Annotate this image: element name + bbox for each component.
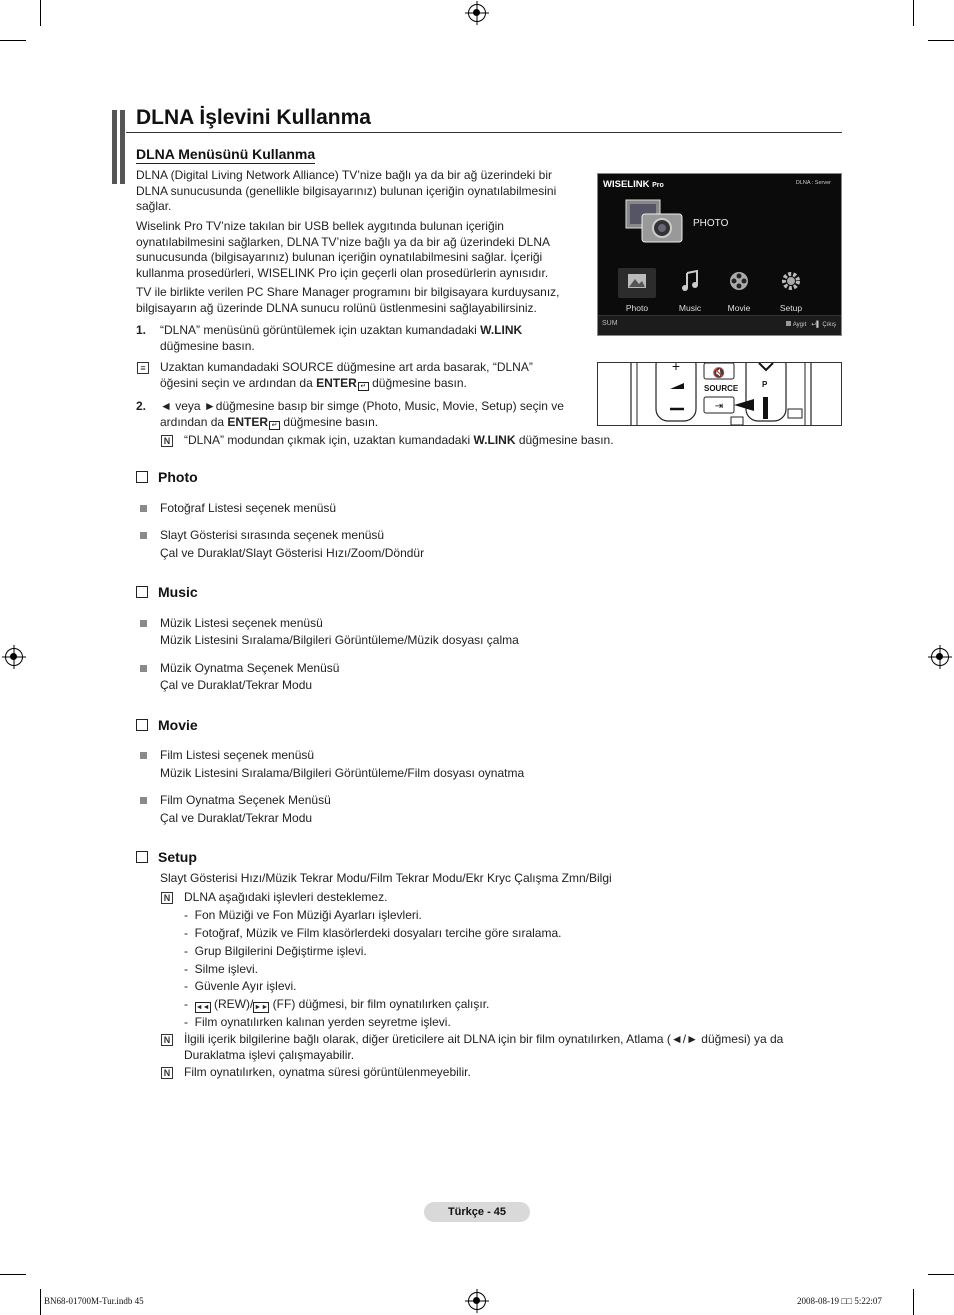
list-item: - Güvenle Ayır işlevi.: [184, 979, 297, 993]
remote-control-icon: [598, 363, 842, 426]
bullet-icon: [140, 505, 147, 512]
bullet-icon: [140, 665, 147, 672]
rewind-icon: ◄◄: [195, 1004, 210, 1011]
source-button-label: SOURCE: [704, 384, 739, 393]
list-item: Müzik Oynatma Seçenek Menüsü: [160, 661, 340, 675]
screen-server-label: DLNA : Server: [795, 180, 831, 186]
note-text: Film oynatılırken, oynatma süresi görüntülenmeyebilir.: [184, 1065, 471, 1079]
checkbox-icon: [136, 586, 148, 598]
note-icon: N: [161, 1067, 173, 1079]
registration-mark-icon: [931, 648, 949, 666]
registration-mark-icon: [468, 4, 486, 22]
note-icon: N: [161, 1034, 173, 1046]
list-item-detail: Müzik Listesini Sıralama/Bilgileri Görüntüleme/Film dosyası oynatma: [160, 766, 525, 780]
page-number: Türkçe - 45: [424, 1202, 530, 1222]
selected-menu-label: PHOTO: [693, 218, 729, 229]
p-button-label: P: [762, 380, 768, 389]
screen-brand: WISELINK Pro: [603, 179, 664, 190]
checkbox-icon: [136, 471, 148, 483]
remote-illustration: [597, 362, 842, 426]
crop-mark: [928, 1274, 954, 1275]
crop-mark: [40, 0, 41, 26]
checkbox-icon: [136, 719, 148, 731]
enter-icon: ↵: [269, 421, 280, 430]
section-setup-title: Setup: [136, 849, 197, 865]
photo-icon: [626, 270, 648, 292]
step-1-text: “DLNA” menüsünü görüntülemek için uzaktan kumandadaki W.LINK düğmesine basın.: [160, 323, 523, 353]
svg-text:🔇: 🔇: [712, 368, 726, 379]
section-subtitle: DLNA Menüsünü Kullanma: [136, 146, 316, 162]
bullet-icon: [140, 797, 147, 804]
list-item: - Grup Bilgilerini Değiştirme işlevi.: [184, 944, 367, 958]
screen-footer-hints: Aygıt ↩▌ Çıkış: [786, 321, 836, 328]
section-photo-title: Photo: [136, 469, 198, 485]
section-movie-title: Movie: [136, 717, 198, 733]
list-item-detail: Çal ve Duraklat/Tekrar Modu: [160, 811, 313, 825]
enter-icon: ↵: [358, 382, 369, 391]
setup-description: Slayt Gösterisi Hızı/Müzik Tekrar Modu/Film Tekrar Modu/Ekr Kryc Çalışma Zmn/Bilgi: [160, 871, 612, 885]
checkbox-icon: [136, 851, 148, 863]
intro-paragraph-1: DLNA (Digital Living Network Alliance) TV’nize bağlı ya da bir ağ üzerindeki bir DLNA sunucusunda (genellikle bilgisayarınız) bulunan içeriğin oynatılabilmesini sağlar.: [136, 168, 557, 213]
film-reel-icon: [728, 270, 750, 292]
photo-camera-icon: [624, 198, 686, 246]
gear-icon: [780, 270, 802, 292]
list-item: - Fotoğraf, Müzik ve Film klasörlerdeki dosyaları tercihe göre sıralama.: [184, 926, 562, 940]
crop-mark: [0, 40, 26, 41]
note-icon: N: [161, 435, 173, 447]
bullet-icon: [140, 620, 147, 627]
note-text: DLNA aşağıdaki işlevleri desteklemez.: [184, 890, 388, 904]
crop-mark: [913, 1289, 914, 1315]
list-item: Slayt Gösterisi sırasında seçenek menüsü: [160, 528, 385, 542]
menu-item-photo[interactable]: Photo: [616, 270, 658, 313]
list-item: Film Oynatma Seçenek Menüsü: [160, 793, 331, 807]
tip-text: Uzaktan kumandadaki SOURCE düğmesine art arda basarak, “DLNA” öğesini seçin ve ardından da ENTER ↵ düğmesine basın.: [160, 360, 533, 390]
step-number: 1.: [136, 323, 147, 337]
note-icon: N: [161, 892, 173, 904]
menu-item-movie[interactable]: Movie: [718, 270, 760, 313]
fast-forward-icon: ►►: [254, 1004, 269, 1011]
tip-icon: ≡: [137, 362, 149, 374]
list-item-detail: Müzik Listesini Sıralama/Bilgileri Görüntüleme/Müzik dosyası çalma: [160, 633, 519, 647]
crop-mark: [928, 40, 954, 41]
crop-mark: [913, 0, 914, 26]
section-music-title: Music: [136, 584, 198, 600]
list-item: - Fon Müziği ve Fon Müziği Ayarları işlevleri.: [184, 908, 422, 922]
svg-text:+: +: [671, 363, 681, 374]
menu-item-setup[interactable]: Setup: [770, 270, 812, 313]
list-item: - Silme işlevi.: [184, 962, 259, 976]
music-note-icon: [679, 270, 701, 292]
crop-mark: [0, 1274, 26, 1275]
intro-paragraph-2: Wiselink Pro TV’nize takılan bir USB bellek aygıtında bulunan içeriğin oynatılabilmesini sağlarken, DLNA TV’nize bağlı ya da bir ağ üzerindeki DLNA sunucusunda (bilgisayarınız) bulunan içeriğin oynatılabilmesini sağlar. İçeriği kullanma prosedürleri, WISELINK Pro için geçerli olan prosedürlerin aynısıdır.: [136, 219, 550, 280]
step-number: 2.: [136, 399, 147, 413]
intro-paragraph-3: TV ile birlikte verilen PC Share Manager programını bir bilgisayara kurduysanız, bilgisayarın ağ üzerinde DLNA sunucu rolünü üstlenmesini sağlayabilirsiniz.: [136, 285, 560, 315]
bullet-icon: [140, 532, 147, 539]
screen-status-bar: [598, 315, 841, 335]
return-icon: ↩▌: [811, 322, 821, 328]
list-item-detail: Çal ve Duraklat/Slayt Gösterisi Hızı/Zoom/Döndür: [160, 546, 425, 560]
list-item: Film Listesi seçenek menüsü: [160, 748, 315, 762]
note-text: “DLNA” modundan çıkmak için, uzaktan kumandadaki W.LINK düğmesine basın.: [184, 433, 614, 447]
step-2-text: ◄ veya ►düğmesine basıp bir simge (Photo, Music, Movie, Setup) seçin ve ardından da ENTER ↵ düğmesine basın.: [160, 399, 564, 429]
note-text: İlgili içerik bilgilerine bağlı olarak, diğer üreticilere ait DLNA için bir film oynatılırken, Atlama (◄/► düğmesi) ya da Duraklatma işlevi çalışmayabilir.: [184, 1032, 784, 1062]
title-divider: [126, 132, 842, 133]
list-item: - ◄◄ (REW)/►► (FF) düğmesi, bir film oynatılırken çalışır.: [184, 997, 490, 1011]
registration-mark-icon: [5, 648, 23, 666]
svg-text:⇥: ⇥: [714, 401, 724, 412]
menu-item-music[interactable]: Music: [669, 270, 711, 313]
list-item: Müzik Listesi seçenek menüsü: [160, 616, 323, 630]
list-item: Fotoğraf Listesi seçenek menüsü: [160, 501, 337, 515]
registration-mark-icon: [468, 1292, 486, 1310]
print-timestamp: 2008-08-19 □□ 5:22:07: [797, 1296, 882, 1306]
sum-label: SUM: [602, 320, 618, 327]
print-file-info: BN68-01700M-Tur.indb 45: [44, 1296, 144, 1306]
list-item-detail: Çal ve Duraklat/Tekrar Modu: [160, 678, 313, 692]
crop-mark: [40, 1289, 41, 1315]
dlna-screen-illustration: [597, 173, 842, 336]
list-item: - Film oynatılırken kalınan yerden seyretme işlevi.: [184, 1015, 451, 1029]
page-title: DLNA İşlevini Kullanma: [136, 106, 371, 129]
bullet-icon: [140, 752, 147, 759]
